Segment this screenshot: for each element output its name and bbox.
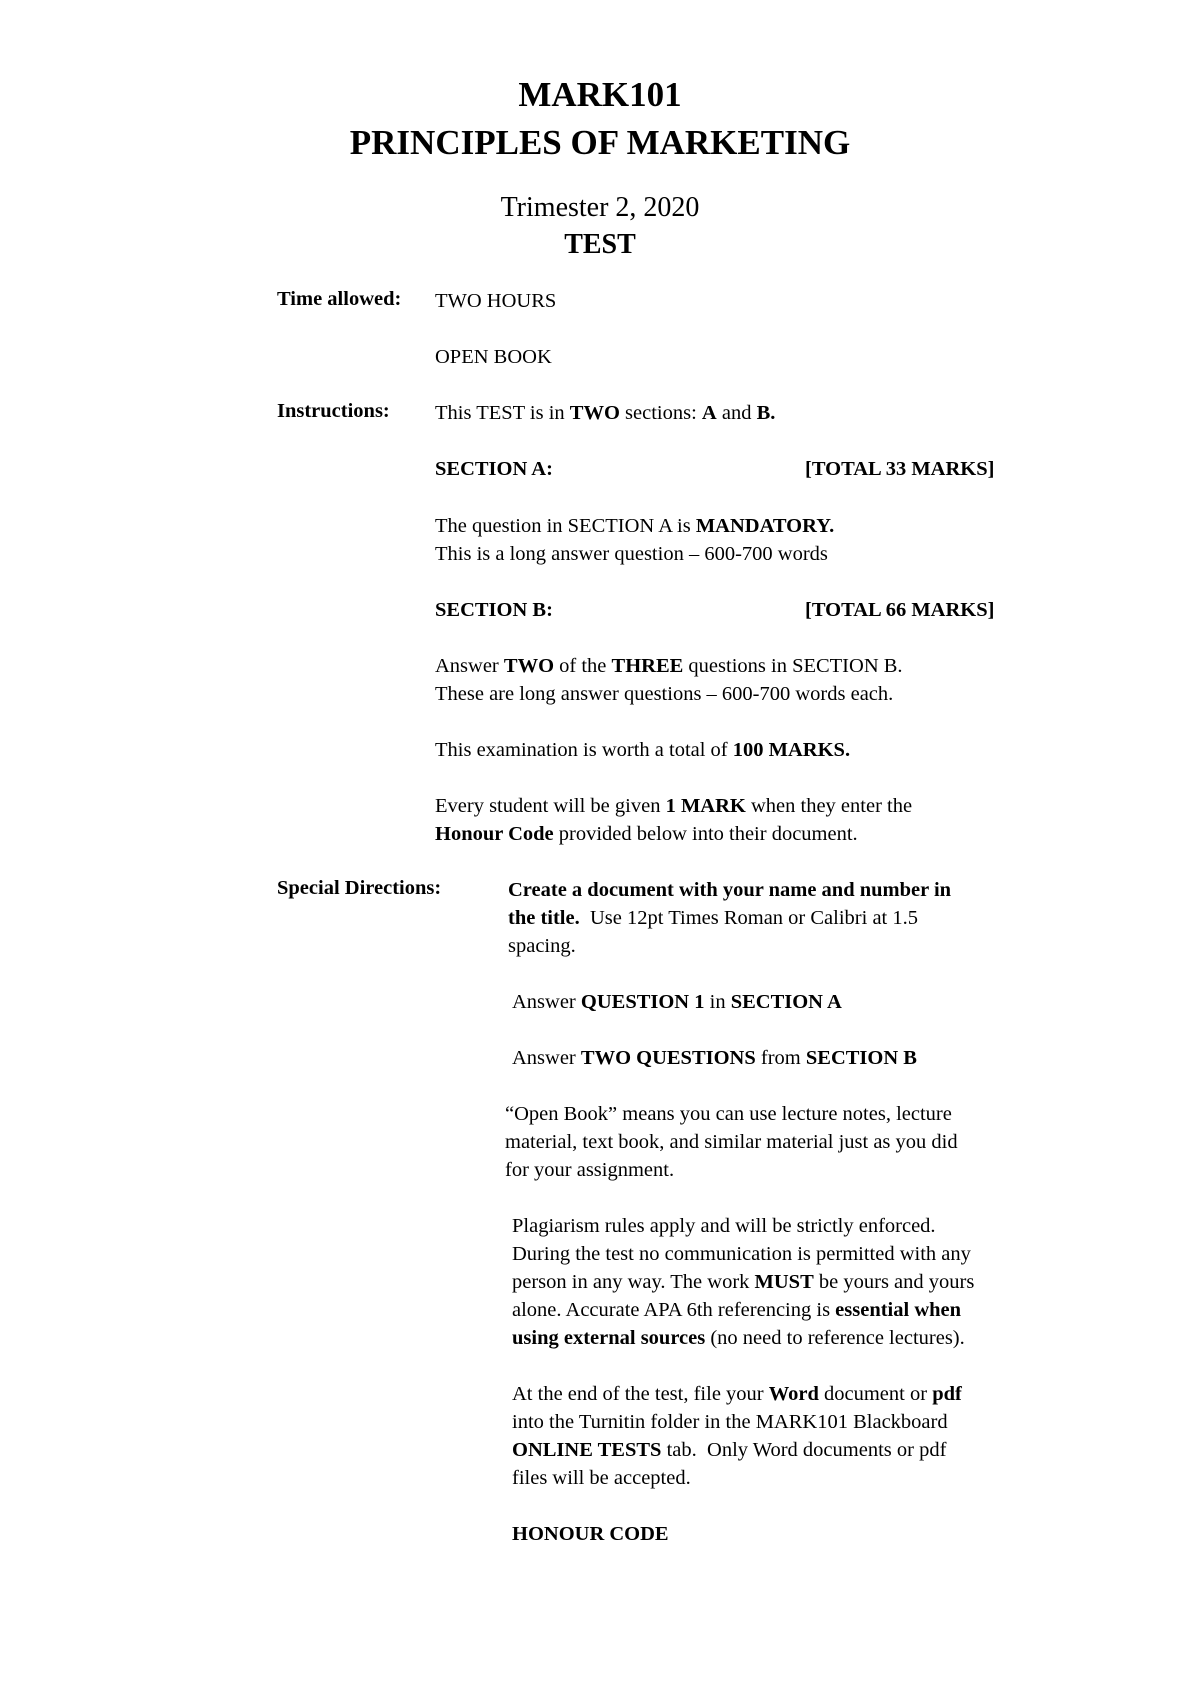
special-directions-label: Special Directions: xyxy=(277,877,442,899)
create-doc-line1: Create a document with your name and number in xyxy=(508,879,952,901)
plagiarism-line3: person in any way. The work MUST be yours and yours xyxy=(512,1271,975,1293)
section-a-mandatory: The question in SECTION A is MANDATORY. xyxy=(435,515,835,537)
plagiarism-line2: During the test no communication is permitted with any xyxy=(512,1243,971,1265)
section-b-answer: Answer TWO of the THREE questions in SECTION B. xyxy=(435,655,903,677)
course-code: MARK101 xyxy=(518,75,682,114)
open-book-line3: for your assignment. xyxy=(505,1159,675,1181)
honour-mark-line1: Every student will be given 1 MARK when they enter the xyxy=(435,795,913,817)
section-b-heading: SECTION B: xyxy=(435,599,553,621)
answer-two-questions: Answer TWO QUESTIONS from SECTION B xyxy=(512,1047,917,1069)
section-a-heading: SECTION A: xyxy=(435,458,553,480)
plagiarism-line4: alone. Accurate APA 6th referencing is essential when xyxy=(512,1299,962,1321)
term: Trimester 2, 2020 xyxy=(500,192,700,223)
submission-line3: ONLINE TESTS tab. Only Word documents or pdf xyxy=(512,1439,947,1461)
submission-line2: into the Turnitin folder in the MARK101 Blackboard xyxy=(512,1411,948,1433)
create-doc-line3: spacing. xyxy=(508,935,576,957)
instructions-label: Instructions: xyxy=(277,400,390,422)
plagiarism-line1: Plagiarism rules apply and will be strictly enforced. xyxy=(512,1215,936,1237)
instructions-intro: This TEST is in TWO sections: A and B. xyxy=(435,402,776,424)
section-b-length: These are long answer questions – 600-700 words each. xyxy=(435,683,894,705)
section-a-total: [TOTAL 33 MARKS] xyxy=(805,458,995,480)
time-allowed-label: Time allowed: xyxy=(277,288,402,310)
honour-code-heading: HONOUR CODE xyxy=(512,1523,669,1545)
exam-worth: This examination is worth a total of 100 MARKS. xyxy=(435,739,851,761)
open-book-line1: “Open Book” means you can use lecture notes, lecture xyxy=(505,1103,952,1125)
plagiarism-line5: using external sources (no need to reference lectures). xyxy=(512,1327,965,1349)
submission-line4: files will be accepted. xyxy=(512,1467,691,1489)
answer-q1: Answer QUESTION 1 in SECTION A xyxy=(512,991,842,1013)
honour-mark-line2: Honour Code provided below into their document. xyxy=(435,823,858,845)
doc-type: TEST xyxy=(564,229,636,260)
create-doc-line2: the title. Use 12pt Times Roman or Calibri at 1.5 xyxy=(508,907,918,929)
time-allowed-duration: TWO HOURS xyxy=(435,290,557,312)
course-name: PRINCIPLES OF MARKETING xyxy=(349,123,851,162)
section-b-total: [TOTAL 66 MARKS] xyxy=(805,599,995,621)
open-book-note: OPEN BOOK xyxy=(435,346,552,368)
section-a-length: This is a long answer question – 600-700 words xyxy=(435,543,828,565)
submission-line1: At the end of the test, file your Word document or pdf xyxy=(512,1383,962,1405)
open-book-line2: material, text book, and similar material just as you did xyxy=(505,1131,958,1153)
